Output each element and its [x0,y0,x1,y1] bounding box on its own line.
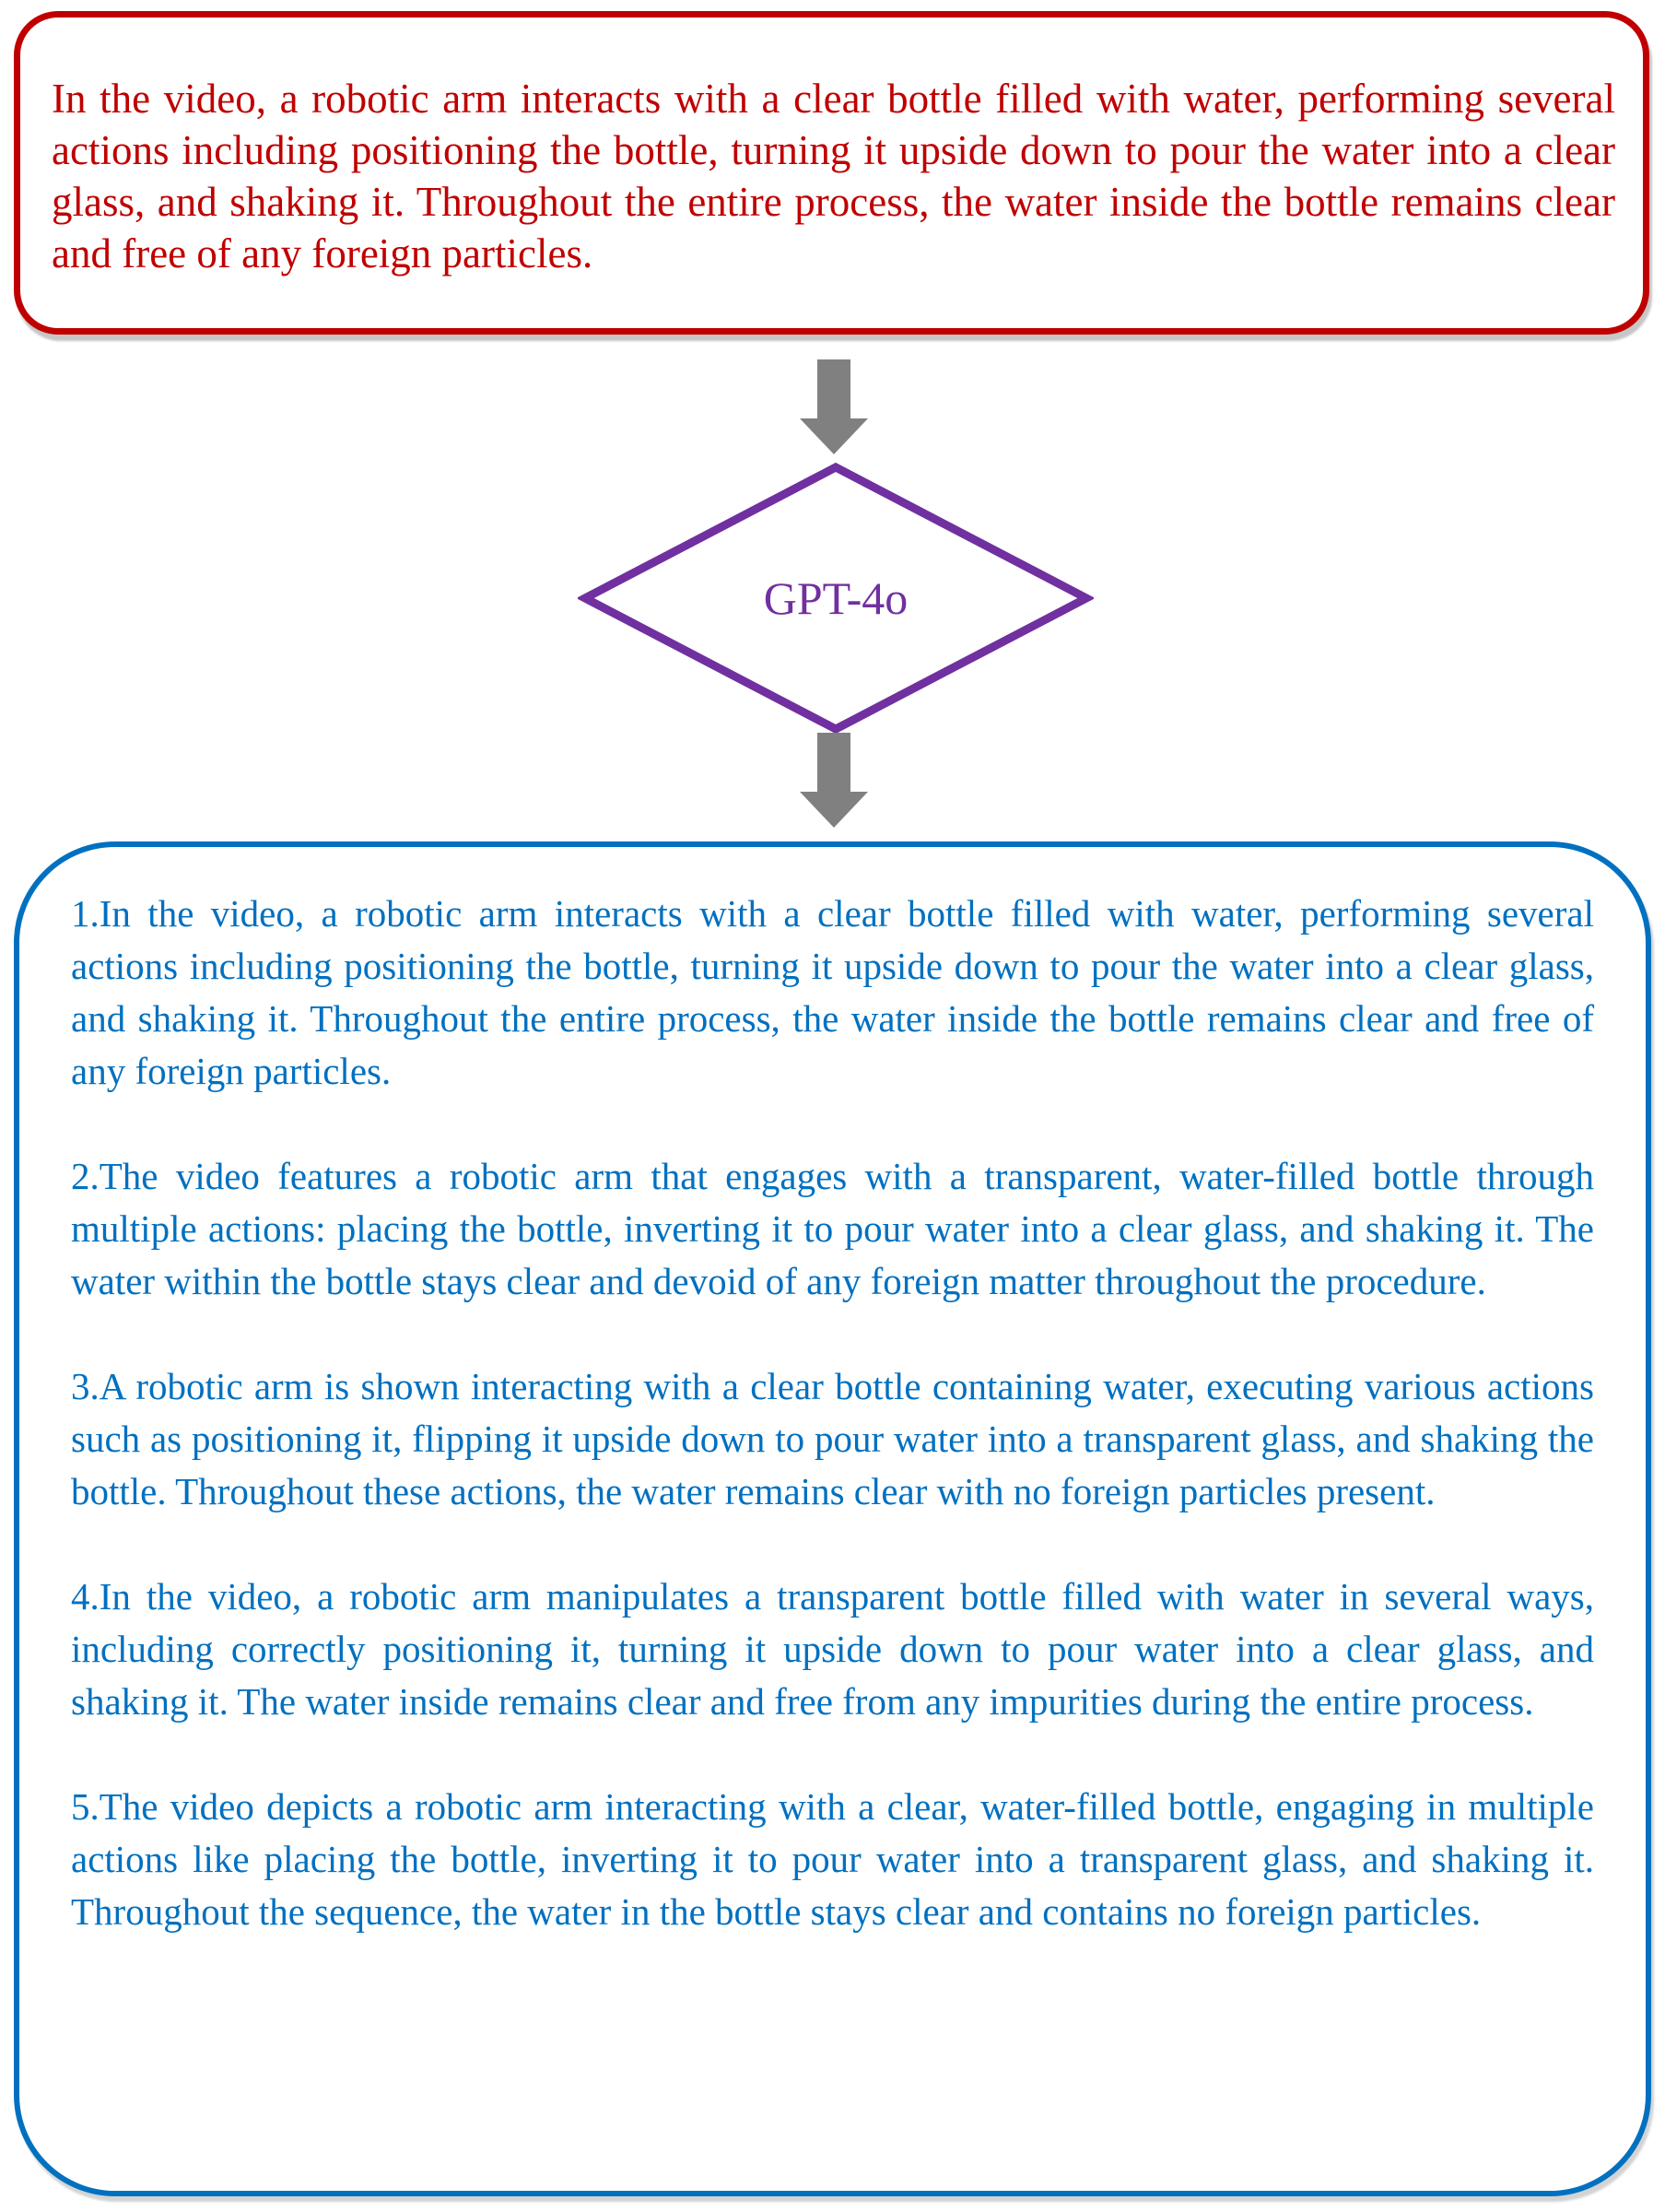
paraphrase-item-1: 1.In the video, a robotic arm interacts with a clear bottle filled with water, performing several actions including positioning the bottle, turning it upside down to pour the water into a clear glass, and shaking it. Throughout the entire process, the water inside the bottle remains clear and free of any foreign particles. [71,892,1594,1092]
down-arrow-icon [800,359,868,454]
down-arrow-icon [800,733,868,828]
paraphrase-item-3: 3.A robotic arm is shown interacting with a clear bottle containing water, executing various actions such as positioning it, flipping it upside down to pour water into a transparent glass, and shaking the bottle. Throughout these actions, the water remains clear with no foreign particles present. [71,1365,1594,1512]
paraphrase-item-4: 4.In the video, a robotic arm manipulates a transparent bottle filled with water in several ways, including correctly positioning it, turning it upside down to pour water into a clear glass, and shaking it. The water inside remains clear and free from any impurities during the entire process. [71,1575,1594,1723]
paraphrase-item-5: 5.The video depicts a robotic arm interacting with a clear, water-filled bottle, engaging in multiple actions like placing the bottle, inverting it to pour water into a transparent glass, and shaking it. Throughout the sequence, the water in the bottle stays clear and contains no foreign particles. [71,1785,1594,1933]
model-node [578,460,1094,736]
model-label: GPT-4o [763,572,909,624]
input-caption-box [14,11,1649,335]
input-caption-text: In the video, a robotic arm interacts with a clear bottle filled with water, performing several actions including positioning the bottle, turning it upside down to pour the water into a clear glass, and shaking it. Throughout the entire process, the water inside the bottle remains clear and free of any foreign particles. [52,76,1615,276]
paraphrase-item-2: 2.The video features a robotic arm that engages with a transparent, water-filled bottle through multiple actions: placing the bottle, inverting it to pour water into a clear glass, and shaking it. The water within the bottle stays clear and devoid of any foreign matter throughout the procedure. [71,1155,1594,1302]
output-paraphrases-box [14,841,1651,2196]
